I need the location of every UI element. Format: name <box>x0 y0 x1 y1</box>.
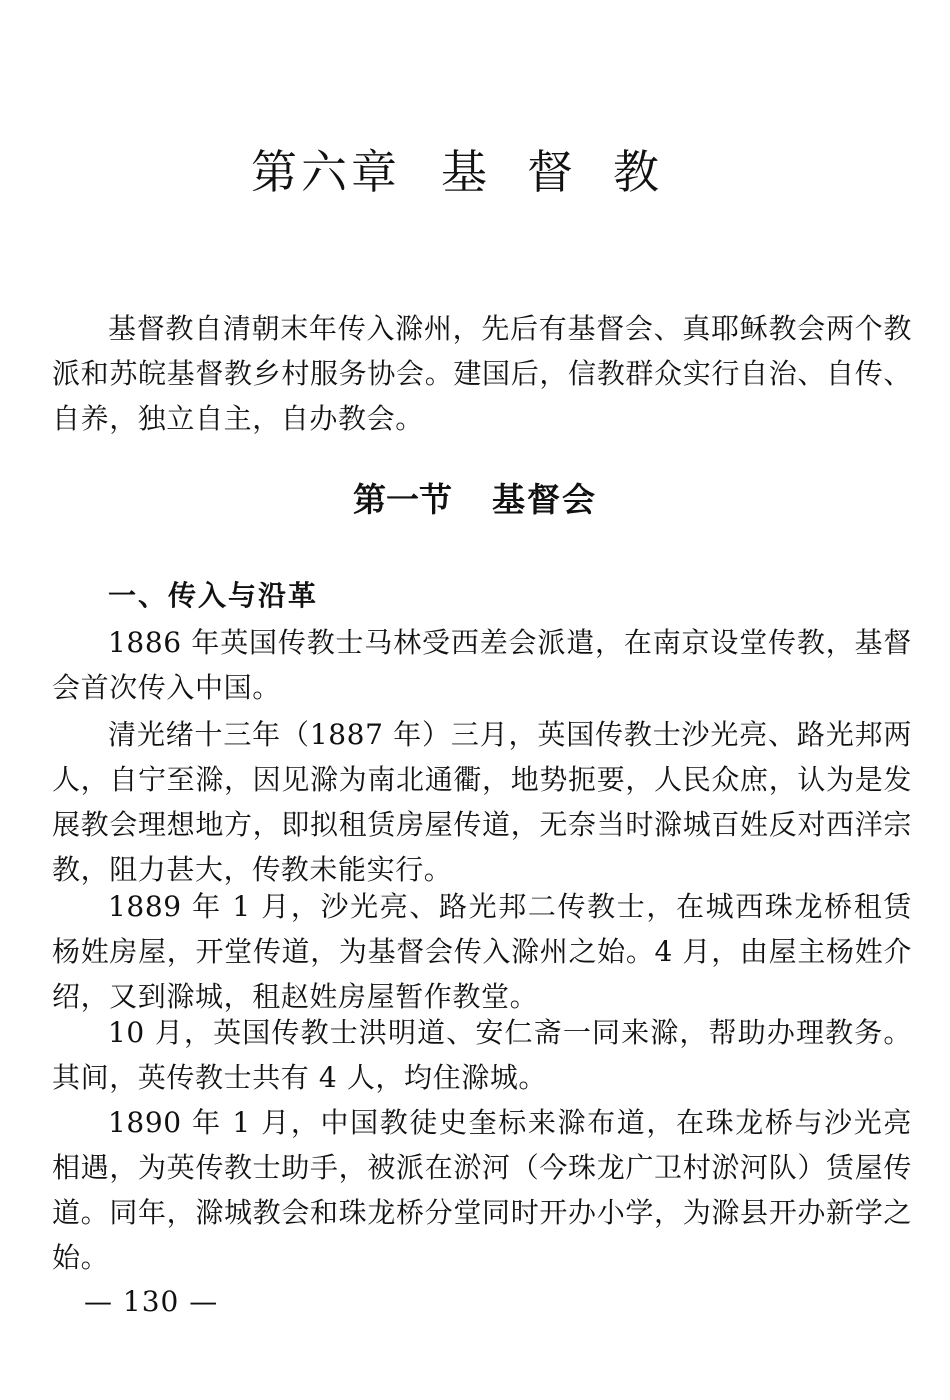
body-paragraph: 1886 年英国传教士马林受西差会派遣，在南京设堂传教，基督会首次传入中国。 <box>52 626 912 704</box>
body-paragraph: 1890 年 1 月，中国教徒史奎标来滁布道，在珠龙桥与沙光亮相遇，为英传教士助手，被派在淤河（今珠龙广卫村淤河队）赁屋传道。同年，滁城教会和珠龙桥分堂同时开办小学，为滁县开办新学之始。 <box>52 1106 912 1274</box>
intro-paragraph: 基督教自清朝末年传入滁州，先后有基督会、真耶稣教会两个教派和苏皖基督教乡村服务协会。建国后，信教群众实行自治、自传、自养，独立自主，自办教会。 <box>52 312 912 435</box>
body-paragraph: 1889 年 1 月，沙光亮、路光邦二传教士，在城西珠龙桥租赁杨姓房屋，开堂传道，为基督会传入滁州之始。4 月，由屋主杨姓介绍，又到滁城，租赵姓房屋暂作教堂。 <box>52 890 912 1013</box>
chapter-number: 第六章 <box>251 145 401 199</box>
chapter-name: 基督教 <box>441 145 699 199</box>
page-number: — 130 — <box>84 1285 219 1318</box>
body-paragraph: 10 月，英国传教士洪明道、安仁斋一同来滁，帮助办理教务。其间，英传教士共有 4 人，均住滁城。 <box>52 1016 912 1094</box>
chapter-title <box>0 142 950 202</box>
section-number: 第一节 <box>353 480 452 519</box>
section-title <box>0 478 950 522</box>
subsection-heading: 一、传入与沿革 <box>108 579 319 612</box>
section-name: 基督会 <box>492 480 597 519</box>
body-paragraph: 清光绪十三年（1887 年）三月，英国传教士沙光亮、路光邦两人，自宁至滁，因见滁为南北通衢，地势扼要，人民众庶，认为是发展教会理想地方，即拟租赁房屋传道，无奈当时滁城百姓反对西洋宗教，阻力甚大，传教未能实行。 <box>52 718 912 886</box>
